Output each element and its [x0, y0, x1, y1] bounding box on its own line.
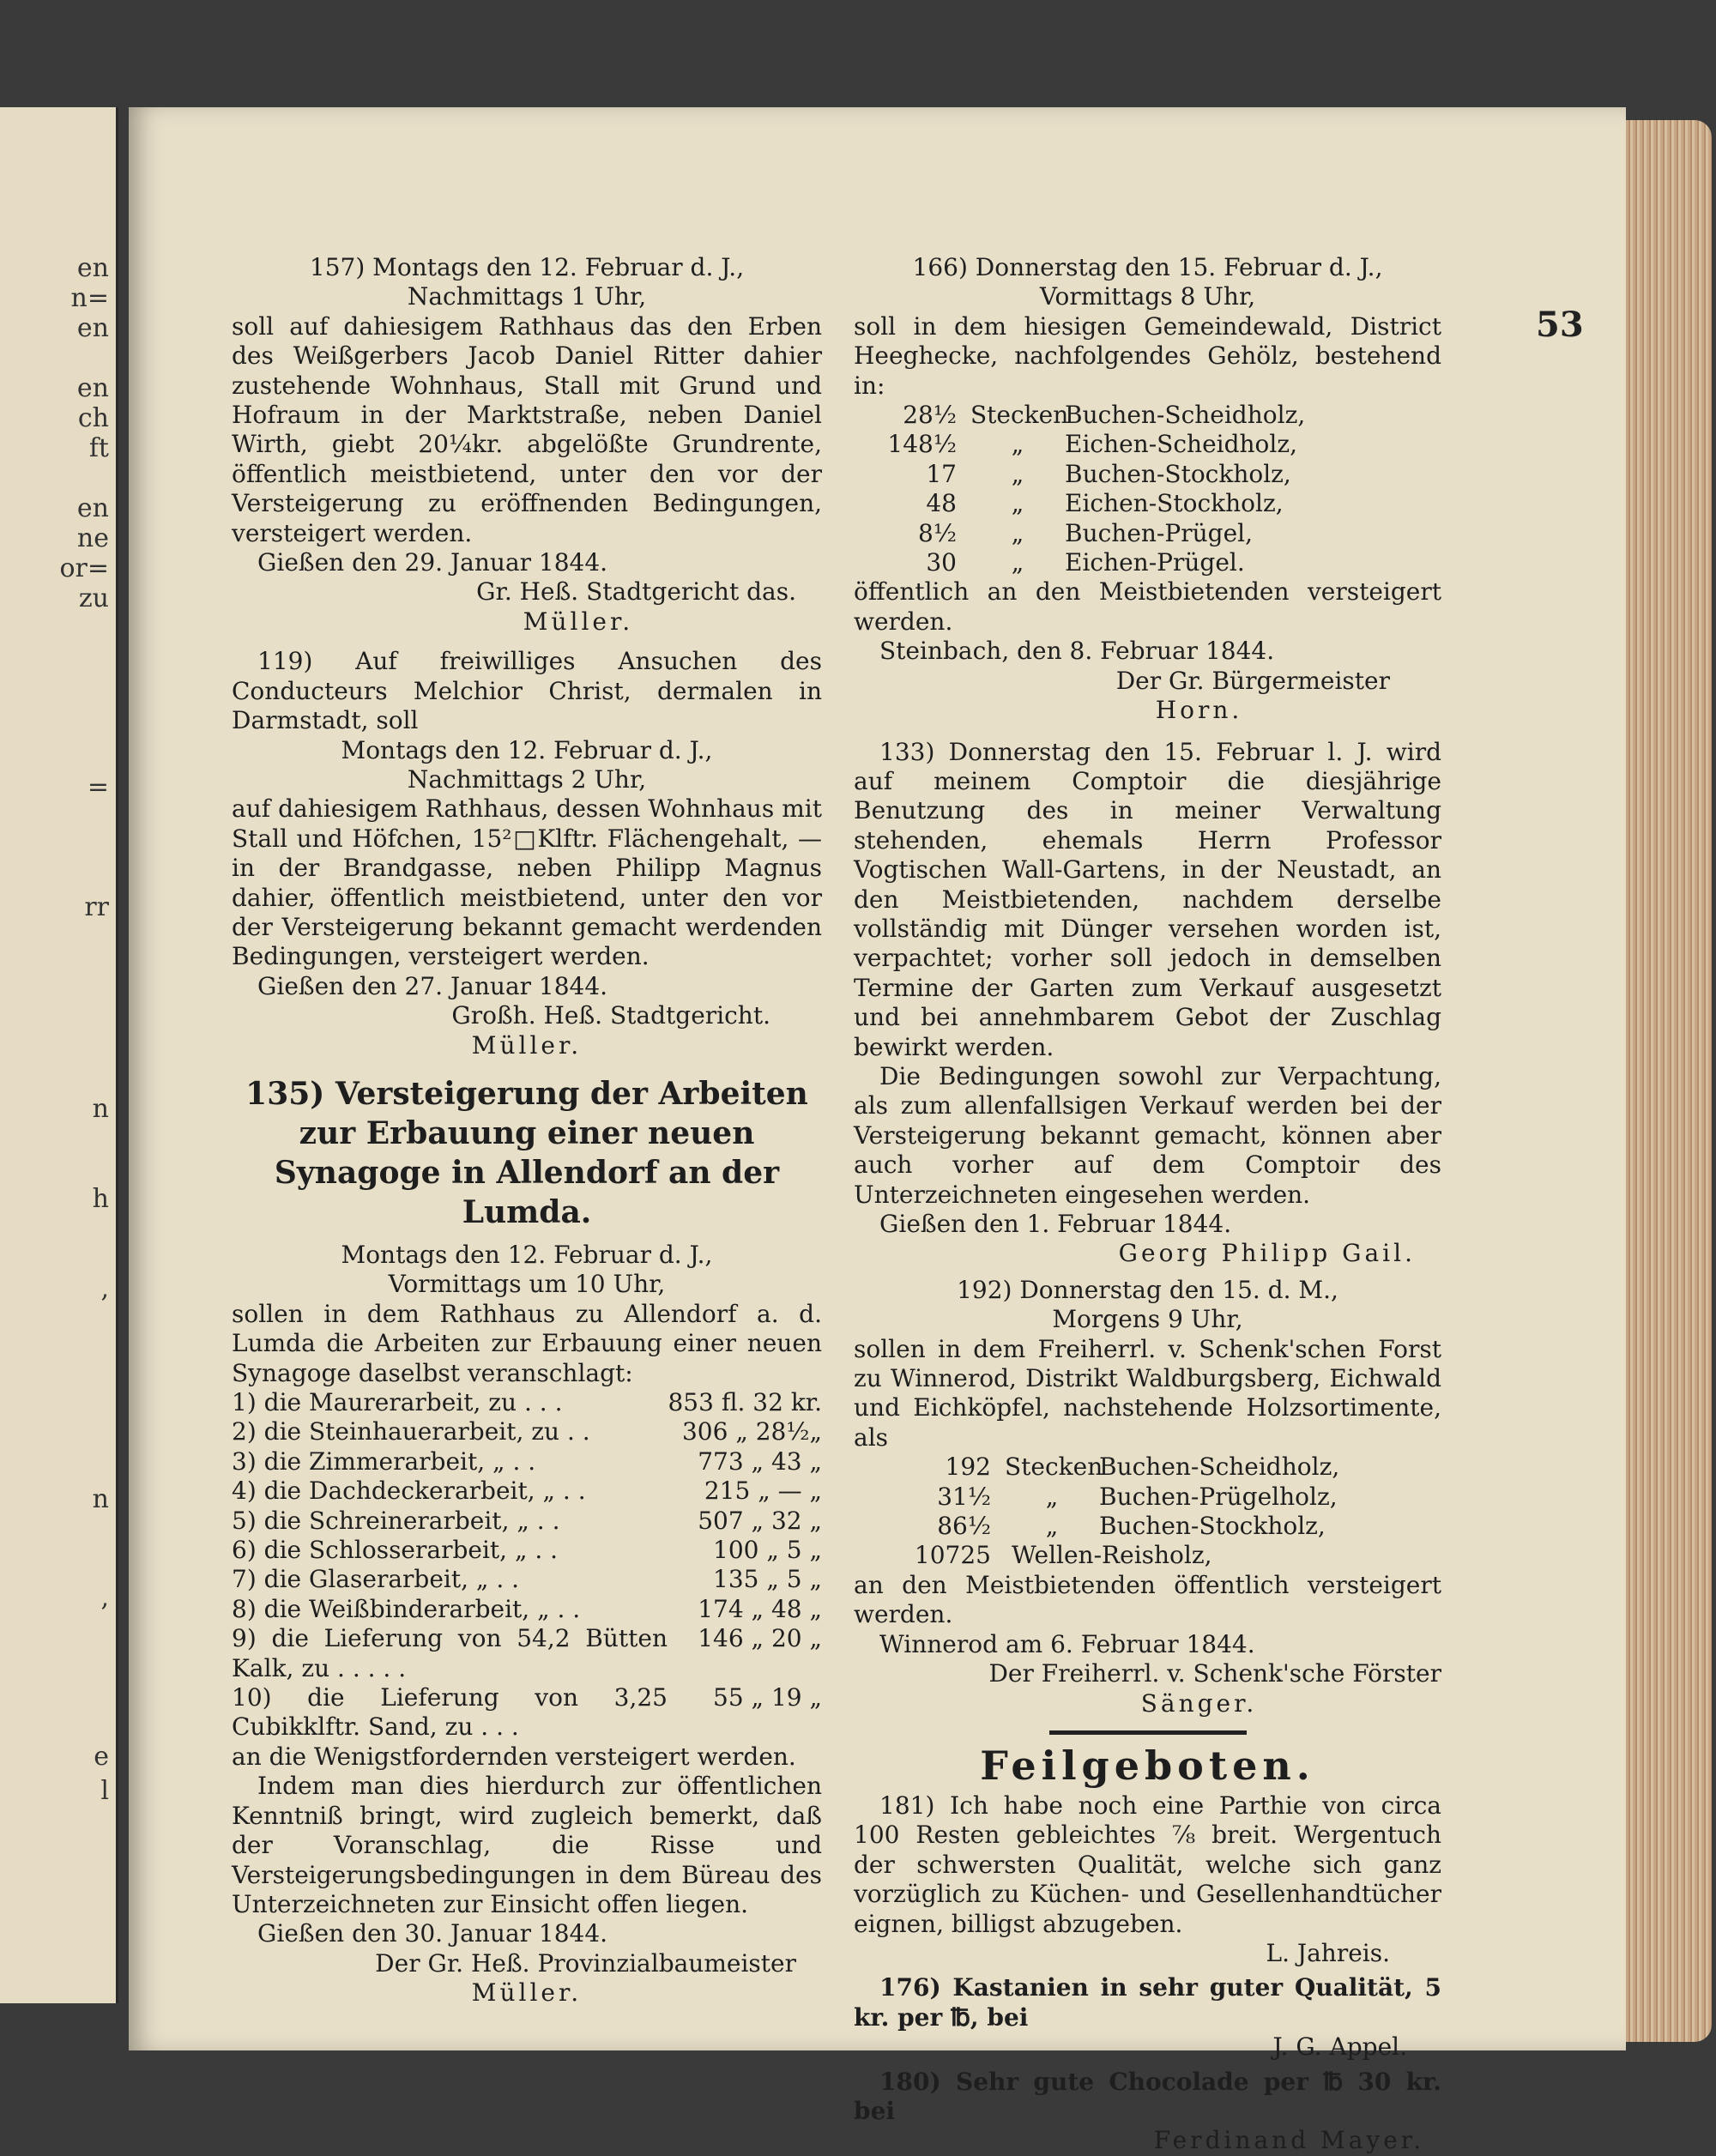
wood-type: Wellen-Reisholz,: [1012, 1541, 1212, 1570]
previous-page: [0, 107, 118, 2003]
notice-body: auf dahiesigem Rathhaus, dessen Wohnhaus mit Stall und Höfchen, 15²□Klftr. Flächengehalt, — in der Brandgasse, neben Philipp Magnus dahier, öffentlich meistbietend, unter den vor der Versteigerung bekannt gemacht werdenden Bedingungen, versteigert werden.: [232, 794, 822, 971]
prev-fragment: n: [92, 1094, 109, 1124]
wood-type: Buchen-Prügel,: [1065, 518, 1253, 547]
cost-item: [232, 1624, 822, 1683]
prev-fragment: en: [76, 313, 109, 343]
section-rule: [1049, 1730, 1247, 1735]
notice-signature: Müller.: [471, 1030, 583, 1060]
notice-body: 180) Sehr gute Chocolade per ℔ 30 kr. bei: [854, 2067, 1441, 2125]
notice-135: [232, 1074, 822, 2008]
notice-authority: Der Freiherrl. v. Schenk'sche Förster: [988, 1659, 1441, 1688]
notice-body: soll in dem hiesigen Gemeindewald, District Heeghecke, nachfolgendes Gehölz, bestehend in:: [854, 311, 1441, 400]
notice-body: Indem man dies hierdurch zur öffentlichen Kenntniß bringt, wird zugleich bemerkt, daß der Voranschlag, die Risse und Versteigerungsbedingungen in dem Büreau des Unterzeichneten zur Einsicht offen liegen.: [232, 1772, 822, 1918]
notice-body: Die Bedingungen sowohl zur Verpachtung, als zum allenfallsigen Verkauf werden bei der Versteigerung bekannt gemacht, können aber auch vorher auf dem Comptoir des Unterzeichneten eingesehen werden.: [854, 1061, 1441, 1209]
notice-signature: Müller.: [523, 607, 634, 636]
cost-label: 1) die Maurerarbeit, zu . . .: [232, 1388, 563, 1416]
right-column: [854, 253, 1441, 2156]
wood-item: [854, 460, 1441, 489]
notice-authority: Gr. Heß. Stadtgericht das.: [476, 577, 796, 607]
wood-type: Buchen-Stockholz,: [1099, 1512, 1326, 1541]
wood-item: [854, 401, 1441, 430]
notice-date: Gießen den 27. Januar 1844.: [257, 971, 608, 1000]
wood-type: Buchen-Scheidholz,: [1099, 1452, 1340, 1482]
notice-body: 119) Auf freiwilliges Ansuchen des Conducteurs Melchior Christ, dermalen in Darmstadt, soll: [232, 647, 822, 735]
cost-amount: 100 „ 5 „: [713, 1536, 822, 1565]
notice-authority: Großh. Heß. Stadtgericht.: [451, 1001, 770, 1030]
cost-amount: 146 „ 20 „: [698, 1624, 822, 1653]
wood-qty: 31½: [937, 1482, 991, 1511]
wood-item: [854, 548, 1441, 577]
cost-item: [232, 1507, 822, 1536]
wood-item: [854, 1512, 1441, 1541]
prev-fragment: ch: [77, 403, 109, 433]
prev-fragment: en: [76, 493, 109, 523]
notice-133: [854, 738, 1441, 1269]
wood-qty: 86½: [937, 1512, 991, 1541]
wood-unit: „: [1011, 459, 1024, 488]
notice-time: Vormittags um 10 Uhr,: [388, 1270, 666, 1299]
wood-item: [854, 1452, 1441, 1482]
prev-fragment: or=: [59, 553, 109, 583]
wood-unit: „: [1011, 518, 1024, 547]
notice-166: [854, 253, 1441, 726]
notice-head: 192) Donnerstag den 15. d. M.,: [957, 1275, 1338, 1304]
notice-body: 181) Ich habe noch eine Parthie von circa 100 Resten gebleichtes ⅞ breit. Wergentuch der schwersten Qualität, welche sich ganz vorzüglich zu Küchen- und Gesellenhandtücher eignen, billigst abzugeben.: [854, 1791, 1441, 1938]
cost-amount: 55 „ 19 „: [713, 1683, 822, 1712]
prev-fragment: n=: [70, 283, 109, 313]
notice-body: öffentlich an den Meistbietenden versteigert werden.: [854, 577, 1441, 636]
notice-head: 157) Montags den 12. Februar d. J.,: [309, 253, 745, 281]
prev-fragment: ne: [76, 523, 109, 553]
left-column: [232, 253, 822, 2008]
prev-fragment: ,: [100, 1274, 109, 1304]
notice-157: [232, 253, 822, 637]
cost-label: 3) die Zimmerarbeit, „ . .: [232, 1446, 536, 1476]
cost-amount: 773 „ 43 „: [698, 1446, 822, 1476]
cost-item: [232, 1565, 822, 1594]
notice-authority: Der Gr. Bürgermeister: [1115, 666, 1390, 695]
notice-body: 133) Donnerstag den 15. Februar l. J. wird auf meinem Comptoir die diesjährige Benutzung des in meiner Verwaltung stehenden, ehemals Herrn Professor Vogtischen Wall-Gartens, in der Neustadt, an den Meistbietenden, nachdem derselbe vollständig mit Dünger versehen worden ist, verpachtet; vorher soll jedoch in demselben Termine der Garten zum Verkauf ausgesetzt und bei annehmbarem Gebot der Zuschlag bewirkt werden.: [854, 737, 1441, 1061]
notice-time: Vormittags 8 Uhr,: [1039, 282, 1256, 311]
notice-date: Winnerod am 6. Februar 1844.: [879, 1629, 1255, 1658]
wood-unit: „: [1011, 548, 1024, 577]
cost-amount: 215 „ — „: [704, 1477, 822, 1506]
notice-time: Morgens 9 Uhr,: [1052, 1305, 1243, 1334]
wood-unit: Stecken: [970, 401, 1069, 430]
notice-head: Montags den 12. Februar d. J.,: [341, 735, 713, 764]
wood-qty: 48: [926, 489, 957, 518]
wood-item: [854, 430, 1441, 459]
cost-item: [232, 1477, 822, 1506]
prev-fragment: zu: [78, 583, 109, 613]
wood-item: [854, 519, 1441, 548]
notice-body: soll auf dahiesigem Rathhaus das den Erben des Weißgerbers Jacob Daniel Ritter dahier zustehende Wohnhaus, Stall mit Grund und Hofraum in der Marktstraße, neben Daniel Wirth, giebt 20¼kr. abgelößte Grundrente, öffentlich meistbietend, unter den vor der Versteigerung zu eröffnenden Bedingungen, versteigert werden.: [232, 311, 822, 547]
wood-qty: 148½: [887, 430, 957, 459]
cost-amount: 174 „ 48 „: [698, 1594, 822, 1623]
notice-date: Gießen den 1. Februar 1844.: [879, 1210, 1232, 1238]
wood-unit: „: [1045, 1512, 1059, 1541]
notice-signature: Ferdinand Mayer.: [1153, 2126, 1424, 2155]
prev-fragment: h: [92, 1184, 109, 1214]
cost-label: 8) die Weißbinderarbeit, „ . .: [232, 1594, 581, 1623]
wood-qty: 10725: [914, 1541, 991, 1570]
cost-label: 7) die Glaserarbeit, „ . .: [232, 1565, 520, 1594]
prev-fragment: =: [87, 772, 109, 802]
prev-fragment: n: [92, 1484, 109, 1514]
notice-date: Steinbach, den 8. Februar 1844.: [879, 637, 1275, 666]
cost-label: 6) die Schlosserarbeit, „ . .: [232, 1536, 559, 1565]
page-number: 53: [1536, 305, 1584, 345]
cost-amount: 306 „ 28½„: [681, 1417, 822, 1446]
wood-qty: 192: [945, 1452, 991, 1482]
prev-fragment: e: [94, 1742, 109, 1772]
notice-title: 135) Versteigerung der Arbeiten zur Erbauung einer neuen Synagoge in Allendorf an der Lumda.: [245, 1075, 808, 1230]
wood-unit: Stecken: [1005, 1452, 1103, 1482]
wood-qty: 28½: [903, 401, 957, 430]
cost-amount: 853 fl. 32 kr.: [668, 1388, 822, 1416]
notice-authority: Der Gr. Heß. Provinzialbaumeister: [375, 1948, 796, 1978]
notice-signature: Horn.: [1155, 696, 1243, 725]
wood-qty: 8½: [918, 518, 957, 547]
notice-head: Montags den 12. Februar d. J.,: [341, 1240, 713, 1269]
wood-type: Buchen-Stockholz,: [1065, 459, 1291, 488]
cost-item: [232, 1447, 822, 1477]
prev-fragment: en: [76, 373, 109, 403]
wood-item: [854, 489, 1441, 518]
wood-unit: „: [1011, 489, 1024, 518]
cost-item: [232, 1417, 822, 1446]
cost-item: [232, 1388, 822, 1417]
cost-item: [232, 1683, 822, 1742]
page-edges: [1626, 120, 1712, 2042]
notice-signature: Müller.: [471, 1978, 583, 2008]
cost-item: [232, 1595, 822, 1624]
cost-label: 4) die Dachdeckerarbeit, „ . .: [232, 1477, 586, 1506]
wood-type: Eichen-Stockholz,: [1065, 489, 1284, 518]
prev-fragment: rr: [84, 892, 109, 922]
notice-119: [232, 647, 822, 1060]
notice-body: an den Meistbietenden öffentlich versteigert werden.: [854, 1570, 1441, 1629]
wood-item: [854, 1483, 1441, 1512]
feilgeboten-section: [854, 1740, 1441, 2156]
wood-unit: „: [1011, 430, 1024, 459]
wood-type: Buchen-Scheidholz,: [1065, 401, 1306, 430]
notice-head: 166) Donnerstag den 15. Februar d. J.,: [912, 253, 1383, 281]
notice-signature: L. Jahreis.: [1266, 1938, 1390, 1967]
wood-type: Eichen-Prügel.: [1065, 548, 1245, 577]
wood-item: [854, 1541, 1441, 1570]
cost-amount: 507 „ 32 „: [698, 1506, 822, 1535]
notice-body: 176) Kastanien in sehr guter Qualität, 5 kr. per ℔, bei: [854, 1973, 1441, 2032]
wood-qty: 30: [926, 548, 957, 577]
cost-label: 2) die Steinhauerarbeit, zu . .: [232, 1417, 590, 1446]
wood-list: [854, 401, 1441, 577]
wood-type: Eichen-Scheidholz,: [1065, 430, 1298, 459]
notice-date: Gießen den 29. Januar 1844.: [257, 548, 608, 577]
notice-time: Nachmittags 1 Uhr,: [407, 282, 647, 311]
notice-192: [854, 1276, 1441, 1718]
notice-signature: Georg Philipp Gail.: [1118, 1239, 1416, 1268]
notice-body: an die Wenigstfordernden versteigert werden.: [232, 1742, 796, 1771]
notice-body: sollen in dem Rathhaus zu Allendorf a. d. Lumda die Arbeiten zur Erbauung einer neuen Synagoge daselbst veranschlagt:: [232, 1299, 822, 1387]
cost-list: [232, 1388, 822, 1742]
cost-label: 9) die Lieferung von 54,2 Bütten Kalk, zu . . . . .: [232, 1624, 668, 1682]
notice-signature: Sänger.: [1140, 1688, 1258, 1718]
cost-amount: 135 „ 5 „: [713, 1565, 822, 1594]
wood-unit: „: [1045, 1482, 1059, 1511]
prev-fragment: ,: [100, 1583, 109, 1613]
wood-type: Buchen-Prügelholz,: [1099, 1482, 1338, 1511]
cost-label: 5) die Schreinerarbeit, „ . .: [232, 1506, 560, 1535]
wood-qty: 17: [926, 459, 957, 488]
prev-fragment: ft: [88, 433, 109, 463]
cost-item: [232, 1536, 822, 1565]
prev-fragment: en: [76, 253, 109, 283]
notice-body: sollen in dem Freiherrl. v. Schenk'schen Forst zu Winnerod, Distrikt Waldburgsberg, Eichwald und Eichköpfel, nachstehende Holzsortimente, als: [854, 1334, 1441, 1452]
notice-time: Nachmittags 2 Uhr,: [407, 764, 647, 794]
cost-label: 10) die Lieferung von 3,25 Cubikklftr. Sand, zu . . .: [232, 1683, 668, 1742]
notice-signature: J. G. Appel.: [1272, 2032, 1407, 2062]
notice-date: Gießen den 30. Januar 1844.: [257, 1919, 608, 1948]
wood-list: [854, 1452, 1441, 1571]
prev-fragment: l: [100, 1776, 109, 1806]
section-title: Feilgeboten.: [980, 1742, 1315, 1789]
